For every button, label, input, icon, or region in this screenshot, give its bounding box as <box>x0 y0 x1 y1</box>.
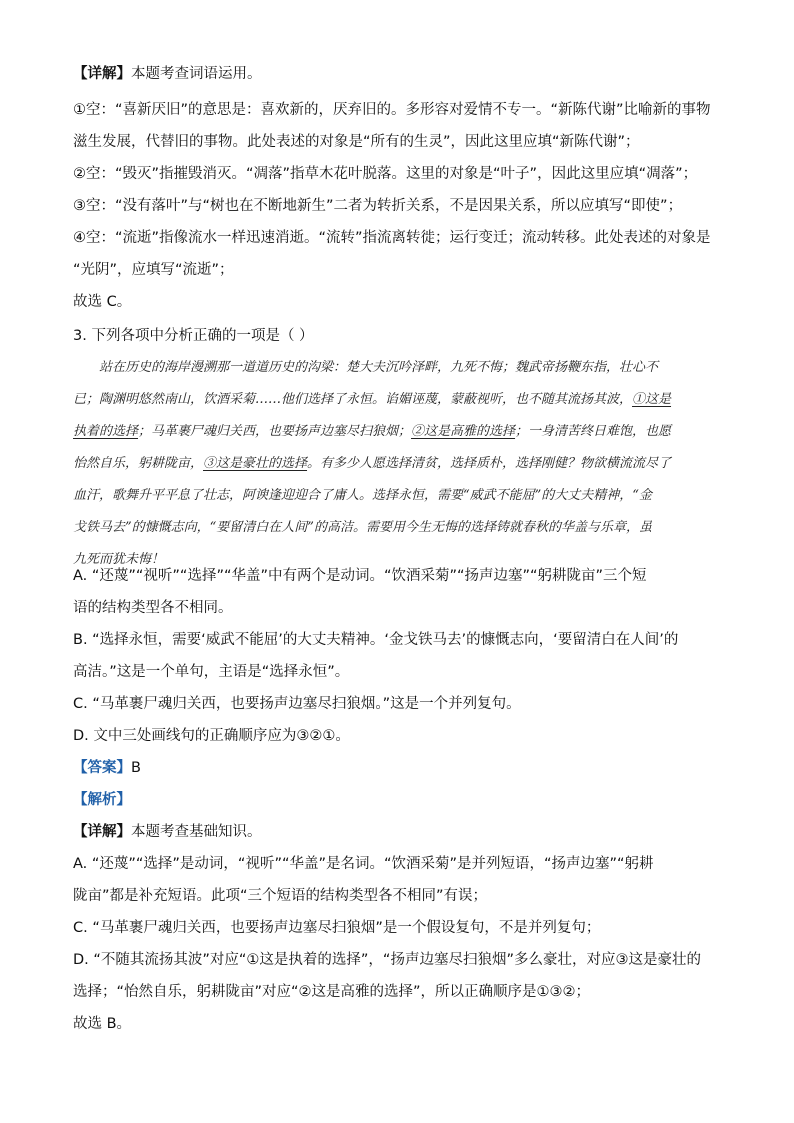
analysis-label: 【解析】 <box>73 792 131 808</box>
analysis-tag <box>73 784 723 816</box>
detail-2-intro: 本题考查基础知识。 <box>131 824 262 840</box>
passage-line-2 <box>73 384 723 416</box>
passage-line-4 <box>73 448 723 480</box>
passage-text: ；一身清苦终日难饱，也愿 <box>515 424 672 439</box>
question-3: 3. 下列各项中分析正确的一项是（ ） <box>73 328 314 344</box>
passage-line-1: 站在历史的海岸漫溯那一道道历史的沟梁：楚大夫沉吟泽畔，九死不悔；魏武帝扬鞭东指，壮心不 <box>99 360 659 375</box>
detail-a <box>73 848 723 912</box>
option-a <box>73 560 723 624</box>
underlined-sentence-1: ①这是 <box>632 392 672 407</box>
blank-1-explanation-cont: 滋生发展，代替旧的事物。此处表述的对象是“所有的生灵”，因此这里应填“新陈代谢”； <box>73 134 640 150</box>
passage-line-3 <box>73 416 723 448</box>
underlined-sentence-2: ②这是高雅的选择 <box>411 424 516 439</box>
option-a-line-1: A. “还蔑”“视听”“选择”“华盖”中有两个是动词。“饮酒采菊”“扬声边塞”“躬耕陇亩”三个短 <box>73 568 647 584</box>
reading-passage <box>73 352 723 576</box>
blank-4-explanation-cont: “光阴”，应填写“流逝”； <box>73 262 234 278</box>
underlined-sentence-3: ③这是豪壮的选择 <box>203 456 308 471</box>
detail-tag: 【详解】 <box>73 66 131 82</box>
detail-d <box>73 944 723 1008</box>
passage-line-7: 九死而犹未悔！ <box>73 552 165 567</box>
passage-text: ；马革裹尸魂归关西，也要扬声边塞尽扫狼烟； <box>138 424 412 439</box>
passage-text: 。有多少人愿选择清贫，选择质朴，选择刚健？物欲横流流尽了 <box>307 456 672 471</box>
option-b <box>73 624 723 688</box>
conclusion-1: 故选 C。 <box>73 294 132 310</box>
blank-1-explanation: ①空：“喜新厌旧”的意思是：喜欢新的，厌弃旧的。多形容对爱情不专一。“新陈代谢”比喻新的事物 <box>73 102 711 118</box>
detail-a-line-2: 陇亩”都是补充短语。此项“三个短语的结构类型各不相同”有误； <box>73 888 488 904</box>
underlined-sentence-1-cont: 执着的选择 <box>73 424 139 439</box>
option-d: D. 文中三处画线句的正确顺序应为③②①。 <box>73 728 350 744</box>
passage-line-5: 血汗，歌舞升平平息了壮志，阿谀逢迎迎合了庸人。选择永恒，需要“威武不能屈”的大丈夫精神，“金 <box>73 488 652 503</box>
blank-4-explanation: ④空：“流逝”指像流水一样迅速消逝。“流转”指流离转徙；运行变迁；流动转移。此处表述的对象是 <box>73 230 711 246</box>
passage-text: 已；陶渊明悠然南山，饮酒采菊……他们选择了永恒。谄媚诬蔑，蒙蔽视听，也不随其流扬其波， <box>73 392 633 407</box>
blank-2-explanation: ②空：“毁灭”指摧毁消灭。“凋落”指草木花叶脱落。这里的对象是“叶子”，因此这里应填“凋落”； <box>73 166 698 182</box>
answer-line <box>73 752 723 784</box>
detail-intro: 本题考查词语运用。 <box>131 66 262 82</box>
passage-line-6: 戈铁马去”的慷慨志向，“要留清白在人间”的高洁。需要用今生无悔的选择铸就春秋的华盖与乐章，虽 <box>73 520 652 535</box>
detail-line-1 <box>73 58 723 90</box>
answer-value: B <box>131 760 141 776</box>
answer-tag: 【答案】 <box>73 760 131 776</box>
detail-c: C. “马革裹尸魂归关西，也要扬声边塞尽扫狼烟”是一个假设复句，不是并列复句； <box>73 920 601 936</box>
detail-d-line-2: 选择；“怡然自乐，躬耕陇亩”对应“②这是高雅的选择”，所以正确顺序是①③②； <box>73 984 591 1000</box>
option-b-line-2: 高洁。”这是一个单句，主语是“选择永恒”。 <box>73 664 350 680</box>
detail-d-line-1: D. “不随其流扬其波”对应“①这是执着的选择”，“扬声边塞尽扫狼烟”多么豪壮，对应③这是豪壮的 <box>73 952 701 968</box>
detail-2-tag: 【详解】 <box>73 824 131 840</box>
option-a-line-2: 语的结构类型各不相同。 <box>73 600 233 616</box>
detail-a-line-1: A. “还蔑”“选择”是动词，“视听”“华盖”是名词。“饮酒采菊”是并列短语，“扬声边塞”“躬耕 <box>73 856 654 872</box>
passage-text: 怡然自乐，躬耕陇亩， <box>73 456 204 471</box>
detail-2-line <box>73 816 723 848</box>
blank-3-explanation: ③空：“没有落叶”与“树也在不断地新生”二者为转折关系，不是因果关系，所以应填写“即使”； <box>73 198 683 214</box>
conclusion-2: 故选 B。 <box>73 1016 132 1032</box>
option-b-line-1: B. “选择永恒，需要‘威武不能屈’的大丈夫精神。‘金戈铁马去’的慷慨志向，‘要留清白在人间’的 <box>73 632 679 648</box>
option-c: C. “马革裹尸魂归关西，也要扬声边塞尽扫狼烟。”这是一个并列复句。 <box>73 696 521 712</box>
